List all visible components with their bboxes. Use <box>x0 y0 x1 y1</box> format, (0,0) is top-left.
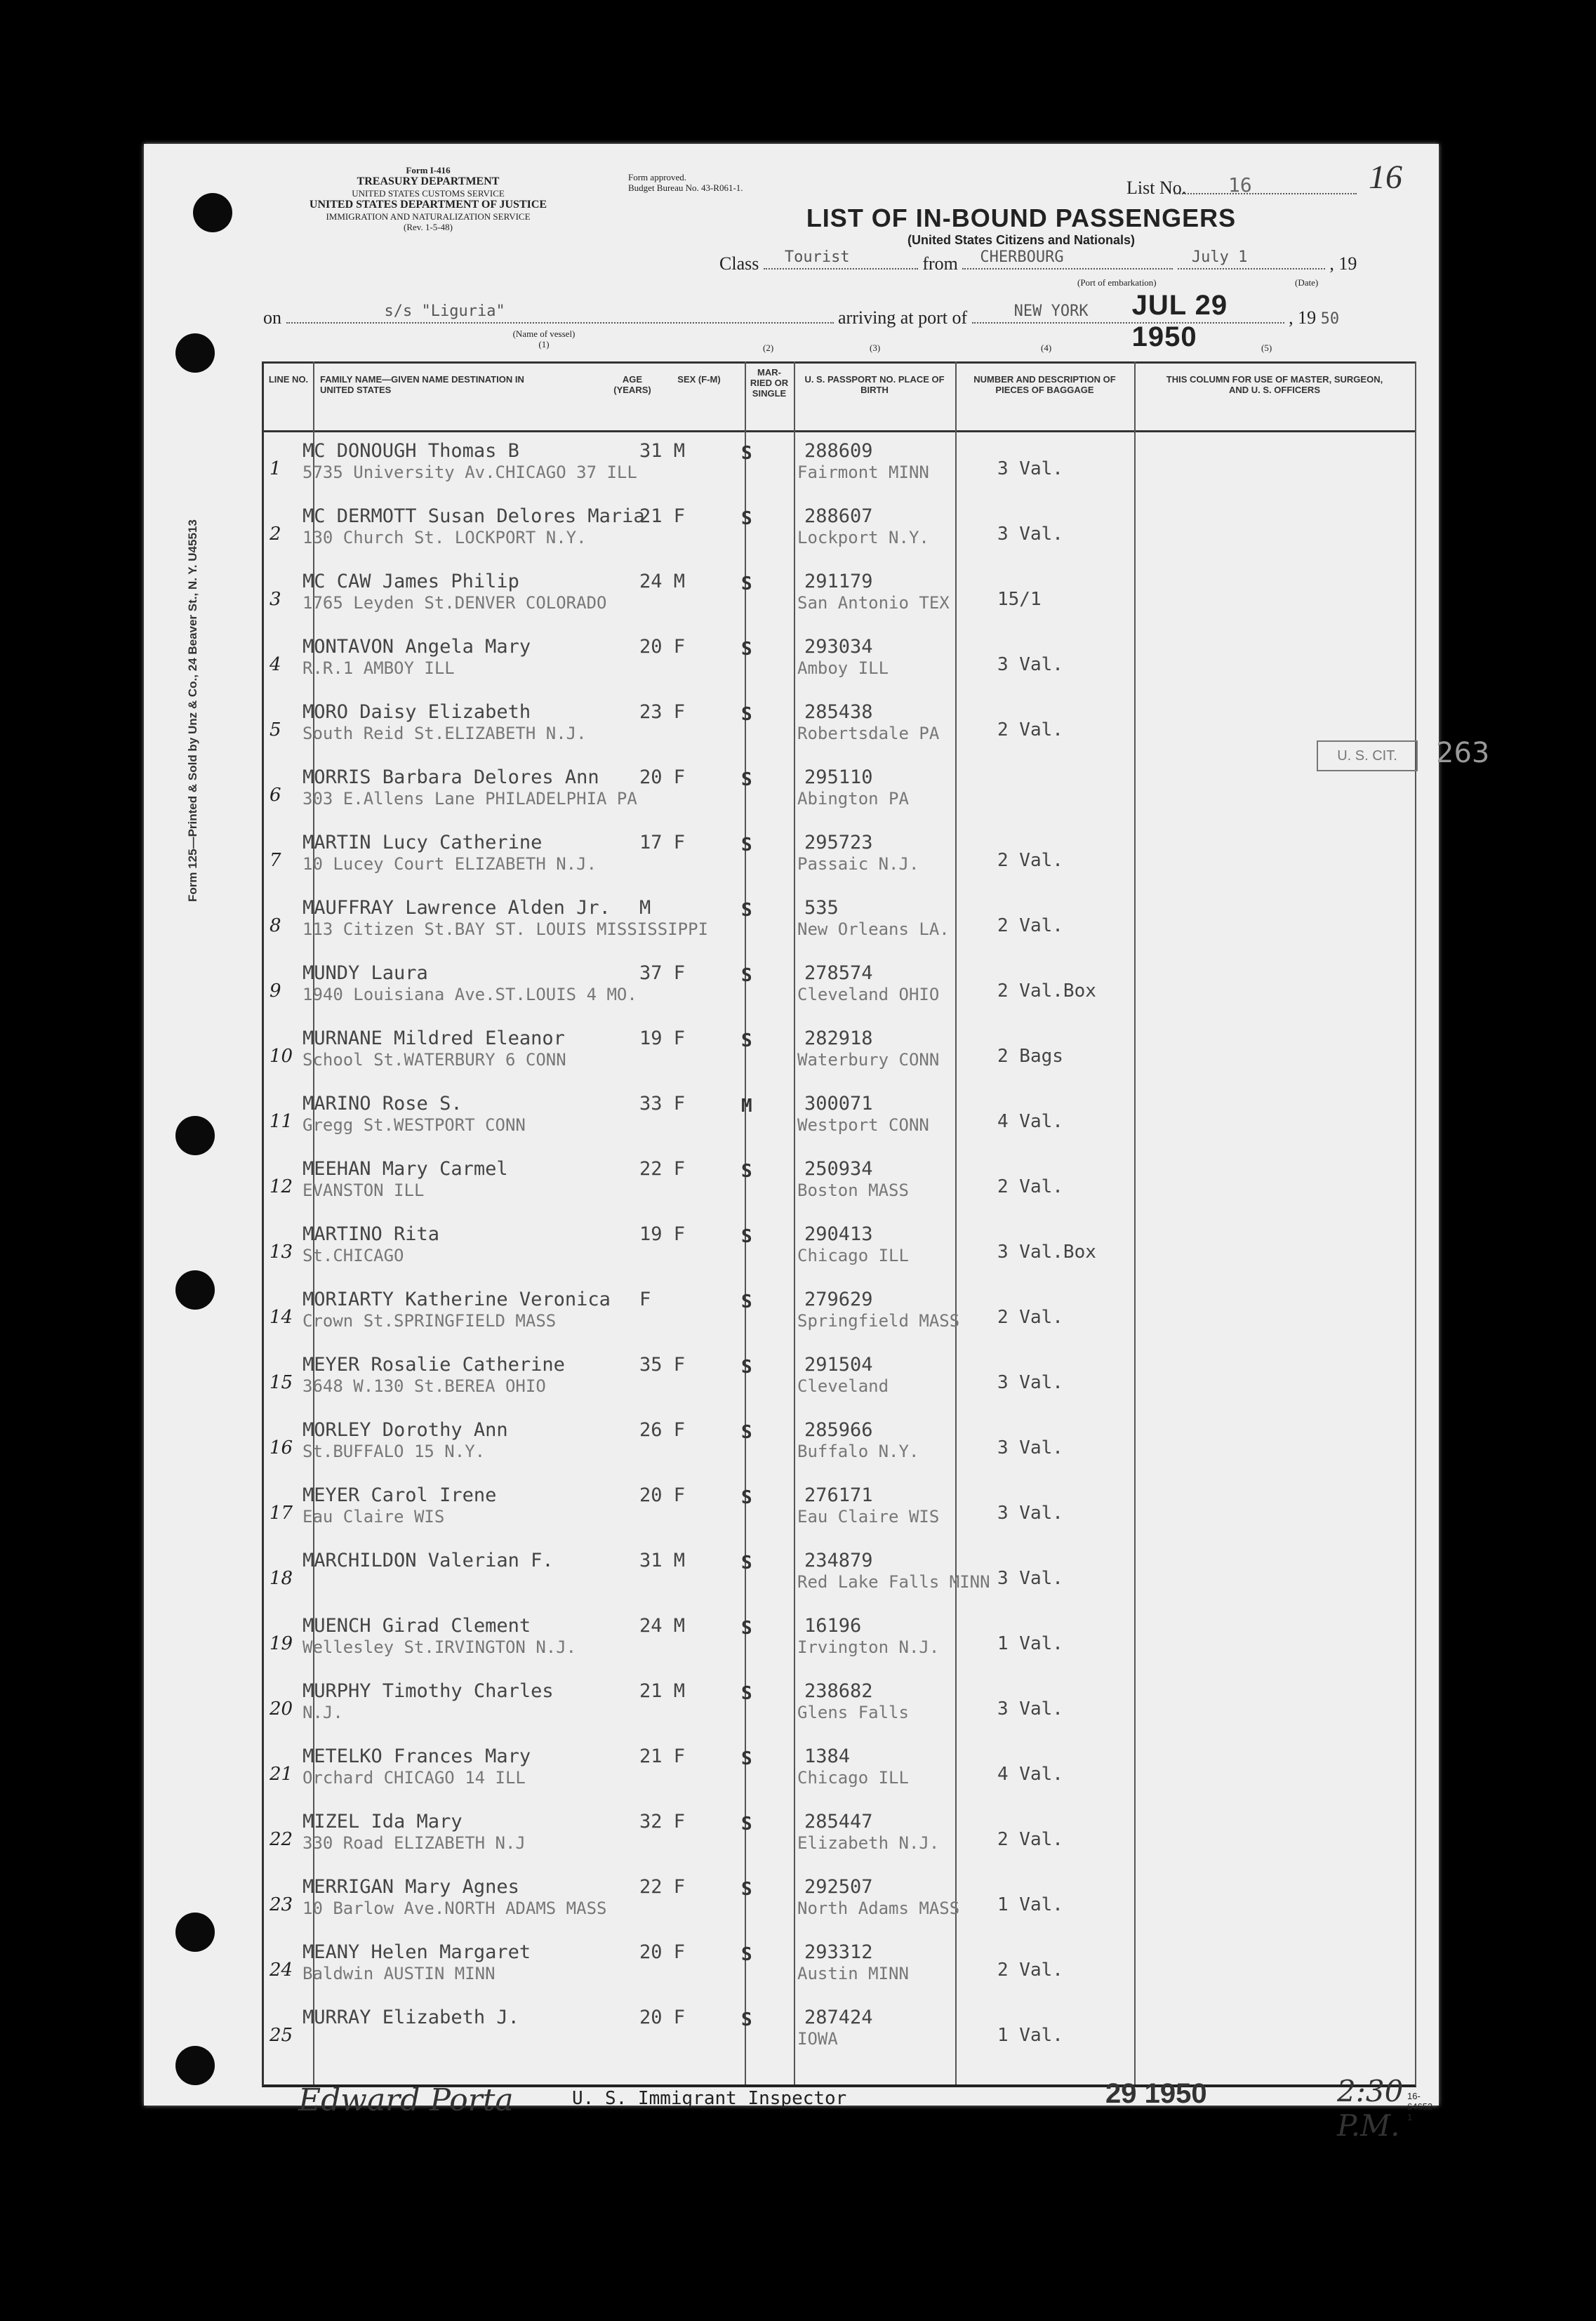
marital-status: S <box>741 573 752 594</box>
baggage-count: 4 Val. <box>997 1111 1063 1132</box>
passenger-name: MORRIS Barbara Delores Ann <box>302 766 599 788</box>
us-destination: South Reid St.ELIZABETH N.J. <box>302 724 587 743</box>
line-number: 2 <box>270 524 281 545</box>
passenger-name: MC DONOUGH Thomas B <box>302 440 519 462</box>
punch-hole <box>193 193 232 232</box>
table-row <box>264 1482 1415 1545</box>
age-sex: 22 F <box>639 1158 686 1180</box>
passport-number: 276171 <box>804 1484 873 1506</box>
passport-number: 287424 <box>804 2007 873 2028</box>
line-number: 12 <box>270 1176 293 1197</box>
marital-status: S <box>741 769 752 790</box>
list-no-label: List No. <box>1126 178 1187 198</box>
us-destination: St.BUFFALO 15 N.Y. <box>302 1442 486 1461</box>
age-sex: 20 F <box>639 1941 686 1963</box>
age-sex: 19 F <box>639 1223 686 1245</box>
passport-number: 238682 <box>804 1680 873 1702</box>
us-destination: 5735 University Av.CHICAGO 37 ILL <box>302 463 637 482</box>
us-destination: 1940 Louisiana Ave.ST.LOUIS 4 MO. <box>302 985 637 1004</box>
place-of-birth: Buffalo N.Y. <box>797 1442 919 1461</box>
year-value: 50 <box>1320 310 1340 328</box>
baggage-count: 2 Val. <box>997 719 1063 740</box>
age-sex: 35 F <box>639 1354 686 1376</box>
handwritten-page-number: 16 <box>1369 159 1402 196</box>
us-destination: Gregg St.WESTPORT CONN <box>302 1115 526 1135</box>
passport-number: 535 <box>804 897 839 919</box>
baggage-count: 2 Val. <box>997 1960 1063 1981</box>
table-row <box>264 1808 1415 1872</box>
inspector-footer <box>263 2074 1436 2143</box>
marital-status: S <box>741 1487 752 1508</box>
us-destination: 10 Lucey Court ELIZABETH N.J. <box>302 854 597 874</box>
passport-number: 290413 <box>804 1223 873 1245</box>
table-row <box>264 764 1415 827</box>
passport-number: 293312 <box>804 1941 873 1963</box>
place-of-birth: Waterbury CONN <box>797 1050 940 1070</box>
footer-date-stamp: 29 1950 <box>1105 2078 1207 2109</box>
punch-hole <box>175 1913 215 1952</box>
us-destination: 303 E.Allens Lane PHILADELPHIA PA <box>302 789 637 809</box>
age-sex: 21 F <box>639 505 686 527</box>
line-number: 17 <box>270 1503 293 1524</box>
table-row <box>264 2004 1415 2068</box>
vessel-note <box>502 328 586 350</box>
col-header-officers: THIS COLUMN FOR USE OF MASTER, SURGEON, AND U. S. OFFICERS <box>1166 374 1383 395</box>
baggage-count: 3 Val. <box>997 654 1063 675</box>
place-of-birth: Lockport N.Y. <box>797 528 929 547</box>
passenger-name: MEANY Helen Margaret <box>302 1941 531 1963</box>
table-row <box>264 1416 1415 1480</box>
list-no-value: 16 <box>1228 173 1252 197</box>
age-sex: 19 F <box>639 1028 686 1049</box>
us-destination: R.R.1 AMBOY ILL <box>302 658 455 678</box>
table-row <box>264 503 1415 566</box>
age-sex: 22 F <box>639 1876 686 1898</box>
baggage-count: 1 Val. <box>997 2025 1063 2046</box>
form-title <box>776 204 1267 248</box>
col-header-line: LINE NO. <box>268 374 309 385</box>
form-number: Form I-416 <box>406 165 451 175</box>
table-row <box>264 1743 1415 1807</box>
table-row <box>264 1938 1415 2002</box>
marital-status: S <box>741 1814 752 1835</box>
passenger-name: MIZEL Ida Mary <box>302 1811 463 1833</box>
age-sex: 33 F <box>639 1093 686 1115</box>
subtitle-text: (United States Citizens and Nationals) <box>907 233 1136 247</box>
budget-line-1: Form approved. <box>628 172 687 182</box>
passenger-name: MC CAW James Philip <box>302 571 519 592</box>
us-destination: School St.WATERBURY 6 CONN <box>302 1050 566 1070</box>
table-row <box>264 437 1415 501</box>
budget-line-2: Budget Bureau No. 43-R061-1. <box>628 182 743 193</box>
line-number: 5 <box>270 719 281 740</box>
table-row <box>264 1090 1415 1154</box>
age-sex: 23 F <box>639 701 686 723</box>
marital-status: S <box>741 1552 752 1574</box>
line-number: 23 <box>270 1894 293 1915</box>
table-row <box>264 698 1415 762</box>
class-label: Class <box>719 253 759 274</box>
arrival-date-stamp: JUL 29 1950 <box>1131 290 1228 352</box>
inspector-signature: Edward Porta <box>298 2082 514 2118</box>
place-of-birth: Chicago ILL <box>797 1246 909 1265</box>
us-destination: Wellesley St.IRVINGTON N.J. <box>302 1637 577 1657</box>
passenger-name: MARCHILDON Valerian F. <box>302 1550 554 1571</box>
marital-status: S <box>741 1161 752 1182</box>
line-number: 16 <box>270 1437 293 1458</box>
date-field <box>1178 248 1325 270</box>
col-header-married: MAR- RIED OR SINGLE <box>750 367 789 399</box>
marital-status: S <box>741 639 752 660</box>
baggage-count: 2 Val. <box>997 1307 1063 1328</box>
marital-status: S <box>741 1748 752 1769</box>
dept-immigration: IMMIGRATION AND NATURALIZATION SERVICE <box>326 211 531 222</box>
passenger-name: MORLEY Dorothy Ann <box>302 1419 508 1441</box>
col-header-age: AGE (YEARS) <box>613 374 651 395</box>
passport-number: 288607 <box>804 505 873 527</box>
printer-imprint: Form 125—Printed & Sold by Unz & Co., 24 Beaver St., N. Y. U45513 <box>186 519 199 902</box>
vessel-name: s/s "Liguria" <box>384 302 505 320</box>
place-of-birth: Passaic N.J. <box>797 854 919 874</box>
baggage-count: 1 Val. <box>997 1633 1063 1654</box>
marital-status: S <box>741 1879 752 1900</box>
line-number: 14 <box>270 1307 293 1328</box>
baggage-count: 3 Val. <box>997 1372 1063 1393</box>
table-row <box>264 829 1415 893</box>
table-row <box>264 1286 1415 1350</box>
marital-status: S <box>741 443 752 464</box>
baggage-count: 2 Val. <box>997 1176 1063 1197</box>
baggage-count: 3 Val. <box>997 524 1063 545</box>
us-destination: 10 Barlow Ave.NORTH ADAMS MASS <box>302 1898 607 1918</box>
marital-status: S <box>741 1683 752 1704</box>
list-no-dots <box>1174 193 1357 194</box>
age-sex: 32 F <box>639 1811 686 1833</box>
passenger-name: MEEHAN Mary Carmel <box>302 1158 508 1180</box>
agency-header <box>263 165 593 232</box>
us-citizen-stamp: U. S. CIT. <box>1317 740 1418 771</box>
vessel-field <box>286 302 834 324</box>
annotation-263: 263 <box>1436 737 1490 769</box>
table-row <box>264 1221 1415 1284</box>
baggage-count: 3 Val. <box>997 1698 1063 1720</box>
passenger-name: MARTIN Lucy Catherine <box>302 832 543 853</box>
vessel-note-text: (Name of vessel) <box>512 328 576 339</box>
punch-hole <box>175 333 215 373</box>
marital-status: S <box>741 508 752 529</box>
baggage-count: 2 Val. <box>997 915 1063 936</box>
table-row <box>264 1873 1415 1937</box>
baggage-count: 3 Val. <box>997 458 1063 479</box>
passport-number: 285447 <box>804 1811 873 1833</box>
us-destination: Crown St.SPRINGFIELD MASS <box>302 1311 557 1331</box>
line-number: 7 <box>270 850 281 871</box>
line-number: 1 <box>270 458 281 479</box>
marital-status: S <box>741 834 752 856</box>
marital-status: S <box>741 1422 752 1443</box>
colnum-2: (2) <box>763 343 774 353</box>
line-number: 8 <box>270 915 281 936</box>
table-row <box>264 1547 1415 1611</box>
place-of-birth: Glens Falls <box>797 1703 909 1722</box>
col-header-name: FAMILY NAME—GIVEN NAME DESTINATION IN UNITED STATES <box>320 374 524 395</box>
age-sex: F <box>639 1289 651 1310</box>
table-row <box>264 568 1415 632</box>
marital-status: S <box>741 1618 752 1639</box>
passenger-name: MURNANE Mildred Eleanor <box>302 1028 565 1049</box>
line-number: 11 <box>270 1111 293 1132</box>
marital-status: S <box>741 1944 752 1965</box>
passenger-name: MORIARTY Katherine Veronica <box>302 1289 611 1310</box>
place-of-birth: Fairmont MINN <box>797 463 929 482</box>
table-row <box>264 633 1415 697</box>
place-of-birth: Boston MASS <box>797 1181 909 1200</box>
marital-status: M <box>741 1096 752 1117</box>
table-row <box>264 959 1415 1023</box>
age-sex: 20 F <box>639 2007 686 2028</box>
us-destination: St.CHICAGO <box>302 1246 404 1265</box>
form-print-number: 16-64652-1 <box>1407 2091 1436 2122</box>
line-number: 13 <box>270 1242 293 1263</box>
colnum-4: (4) <box>1041 343 1052 353</box>
dept-customs: UNITED STATES CUSTOMS SERVICE <box>352 188 505 199</box>
baggage-count: 2 Val. <box>997 1829 1063 1850</box>
from-field <box>962 248 1173 270</box>
age-sex: 21 F <box>639 1745 686 1767</box>
us-destination: 330 Road ELIZABETH N.J <box>302 1833 526 1853</box>
passport-number: 279629 <box>804 1289 873 1310</box>
passenger-name: MURPHY Timothy Charles <box>302 1680 554 1702</box>
line-number: 3 <box>270 589 281 610</box>
line-number: 25 <box>270 2025 293 2046</box>
arriving-label: arriving at port of <box>838 307 968 328</box>
colnum-3: (3) <box>870 343 881 353</box>
age-sex: 24 M <box>639 1615 686 1637</box>
age-sex: 37 F <box>639 962 686 984</box>
passenger-table <box>262 361 1490 2087</box>
line-number: 4 <box>270 654 281 675</box>
line-number: 21 <box>270 1764 293 1785</box>
passport-number: 293034 <box>804 636 873 658</box>
age-sex: 31 M <box>639 440 686 462</box>
punch-hole <box>175 1116 215 1155</box>
passenger-name: MUNDY Laura <box>302 962 428 984</box>
passenger-name: MORO Daisy Elizabeth <box>302 701 531 723</box>
age-sex: 26 F <box>639 1419 686 1441</box>
col-header-sex: SEX (F-M) <box>677 374 721 385</box>
passport-number: 288609 <box>804 440 873 462</box>
baggage-count: 2 Val.Box <box>997 980 1096 1002</box>
us-destination: N.J. <box>302 1703 343 1722</box>
dept-treasury: TREASURY DEPARTMENT <box>357 175 500 187</box>
table-row <box>264 1677 1415 1741</box>
year-suffix: , 19 <box>1289 307 1317 328</box>
passenger-name: METELKO Frances Mary <box>302 1745 531 1767</box>
dept-justice: UNITED STATES DEPARTMENT OF JUSTICE <box>309 199 547 211</box>
colnum-1: (1) <box>538 339 550 350</box>
place-of-birth: North Adams MASS <box>797 1898 960 1918</box>
passport-number: 1384 <box>804 1745 851 1767</box>
line-number: 24 <box>270 1960 293 1981</box>
us-destination: Baldwin AUSTIN MINN <box>302 1964 496 1983</box>
footer-time: 2:30 P.M. <box>1337 2074 1404 2143</box>
age-sex: 31 M <box>639 1550 686 1571</box>
passport-number: 291504 <box>804 1354 873 1376</box>
class-value: Tourist <box>784 248 850 266</box>
us-destination: Eau Claire WIS <box>302 1507 445 1527</box>
age-sex: 21 M <box>639 1680 686 1702</box>
us-destination: 3648 W.130 St.BEREA OHIO <box>302 1376 546 1396</box>
marital-status: S <box>741 1291 752 1312</box>
passport-number: 291179 <box>804 571 873 592</box>
passport-number: 282918 <box>804 1028 873 1049</box>
baggage-count: 4 Val. <box>997 1764 1063 1785</box>
passenger-name: MONTAVON Angela Mary <box>302 636 531 658</box>
budget-note <box>628 172 743 193</box>
line-number: 18 <box>270 1568 293 1589</box>
us-destination: 1765 Leyden St.DENVER COLORADO <box>302 593 607 613</box>
baggage-count: 2 Val. <box>997 850 1063 871</box>
passenger-name: MEYER Rosalie Catherine <box>302 1354 565 1376</box>
place-of-birth: Cleveland OHIO <box>797 985 940 1004</box>
age-sex: 20 F <box>639 766 686 788</box>
header-bottom-rule <box>264 430 1415 432</box>
marital-status: S <box>741 2009 752 2030</box>
baggage-count: 3 Val.Box <box>997 1242 1096 1263</box>
passenger-name: MAUFFRAY Lawrence Alden Jr. <box>302 897 611 919</box>
passport-number: 285438 <box>804 701 873 723</box>
marital-status: S <box>741 704 752 725</box>
baggage-count: 3 Val. <box>997 1568 1063 1589</box>
us-destination: 130 Church St. LOCKPORT N.Y. <box>302 528 587 547</box>
table-top-rule <box>264 361 1415 364</box>
revision: (Rev. 1-5-48) <box>404 222 453 232</box>
table-row <box>264 1025 1415 1089</box>
arrival-field <box>972 290 1284 352</box>
line-number: 6 <box>270 785 281 806</box>
baggage-count: 2 Bags <box>997 1046 1063 1067</box>
us-destination: Orchard CHICAGO 14 ILL <box>302 1768 526 1788</box>
place-of-birth: Austin MINN <box>797 1964 909 1983</box>
baggage-count: 15/1 <box>997 589 1042 610</box>
date-note: (Date) <box>1295 277 1319 288</box>
marital-status: S <box>741 965 752 986</box>
place-of-birth: Eau Claire WIS <box>797 1507 940 1527</box>
place-of-birth: Irvington N.J. <box>797 1637 940 1657</box>
passenger-name: MERRIGAN Mary Agnes <box>302 1876 519 1898</box>
inspector-label: U. S. Immigrant Inspector <box>572 2088 847 2109</box>
marital-status: S <box>741 1030 752 1051</box>
date-value: July 1 <box>1191 248 1248 266</box>
us-destination: EVANSTON ILL <box>302 1181 425 1200</box>
table-row <box>264 1155 1415 1219</box>
age-sex: 20 F <box>639 636 686 658</box>
passenger-name: MARINO Rose S. <box>302 1093 463 1115</box>
arrival-port: NEW YORK <box>1013 302 1089 320</box>
place-of-birth: New Orleans LA. <box>797 919 950 939</box>
passport-number: 234879 <box>804 1550 873 1571</box>
passport-number: 16196 <box>804 1615 862 1637</box>
line-number: 22 <box>270 1829 293 1850</box>
passport-number: 278574 <box>804 962 873 984</box>
age-sex: 17 F <box>639 832 686 853</box>
from-value: CHERBOURG <box>980 248 1064 266</box>
punch-hole <box>175 2046 215 2085</box>
table-row <box>264 894 1415 958</box>
marital-status: S <box>741 1226 752 1247</box>
us-destination: 113 Citizen St.BAY ST. LOUIS MISSISSIPPI <box>302 919 708 939</box>
place-of-birth: IOWA <box>797 2029 838 2049</box>
passport-number: 300071 <box>804 1093 873 1115</box>
baggage-count: 3 Val. <box>997 1503 1063 1524</box>
place-of-birth: Abington PA <box>797 789 909 809</box>
line-number: 10 <box>270 1046 293 1067</box>
passenger-name: MARTINO Rita <box>302 1223 440 1245</box>
passenger-name: MEYER Carol Irene <box>302 1484 497 1506</box>
passport-number: 292507 <box>804 1876 873 1898</box>
passenger-name: MUENCH Girad Clement <box>302 1615 531 1637</box>
port-embark-note: (Port of embarkation) <box>1077 277 1157 288</box>
age-sex: 24 M <box>639 571 686 592</box>
manifest-sheet <box>144 144 1490 2143</box>
marital-status: S <box>741 900 752 921</box>
passport-number: 285966 <box>804 1419 873 1441</box>
class-field <box>764 248 918 270</box>
col-header-passport: U. S. PASSPORT NO. PLACE OF BIRTH <box>804 374 945 395</box>
passenger-name: MC DERMOTT Susan Delores Maria <box>302 505 645 527</box>
place-of-birth: Chicago ILL <box>797 1768 909 1788</box>
line-number: 9 <box>270 980 281 1002</box>
class-row <box>719 248 1421 274</box>
place-of-birth: San Antonio TEX <box>797 593 950 613</box>
passport-number: 250934 <box>804 1158 873 1180</box>
place-of-birth: Springfield MASS <box>797 1311 960 1331</box>
place-of-birth: Robertsdale PA <box>797 724 940 743</box>
col-header-baggage: NUMBER AND DESCRIPTION OF PIECES OF BAGGAGE <box>973 374 1116 395</box>
year-prefix: , 19 <box>1329 253 1357 274</box>
place-of-birth: Red Lake Falls MINN <box>797 1572 990 1592</box>
baggage-count: 1 Val. <box>997 1894 1063 1915</box>
age-sex: 20 F <box>639 1484 686 1506</box>
age-sex: M <box>639 897 651 919</box>
title-text: LIST OF IN-BOUND PASSENGERS <box>806 204 1237 232</box>
passport-number: 295110 <box>804 766 873 788</box>
table-row <box>264 1612 1415 1676</box>
punch-hole <box>175 1270 215 1310</box>
place-of-birth: Elizabeth N.J. <box>797 1833 940 1853</box>
baggage-count: 3 Val. <box>997 1437 1063 1458</box>
colnum-5: (5) <box>1261 343 1272 353</box>
line-number: 20 <box>270 1698 293 1720</box>
on-label: on <box>263 307 281 328</box>
place-of-birth: Amboy ILL <box>797 658 889 678</box>
table-row <box>264 1351 1415 1415</box>
place-of-birth: Westport CONN <box>797 1115 929 1135</box>
place-of-birth: Cleveland <box>797 1376 889 1396</box>
from-label: from <box>922 253 958 274</box>
line-number: 19 <box>270 1633 293 1654</box>
passenger-name: MURRAY Elizabeth J. <box>302 2007 519 2028</box>
marital-status: S <box>741 1357 752 1378</box>
passport-number: 295723 <box>804 832 873 853</box>
line-number: 15 <box>270 1372 293 1393</box>
